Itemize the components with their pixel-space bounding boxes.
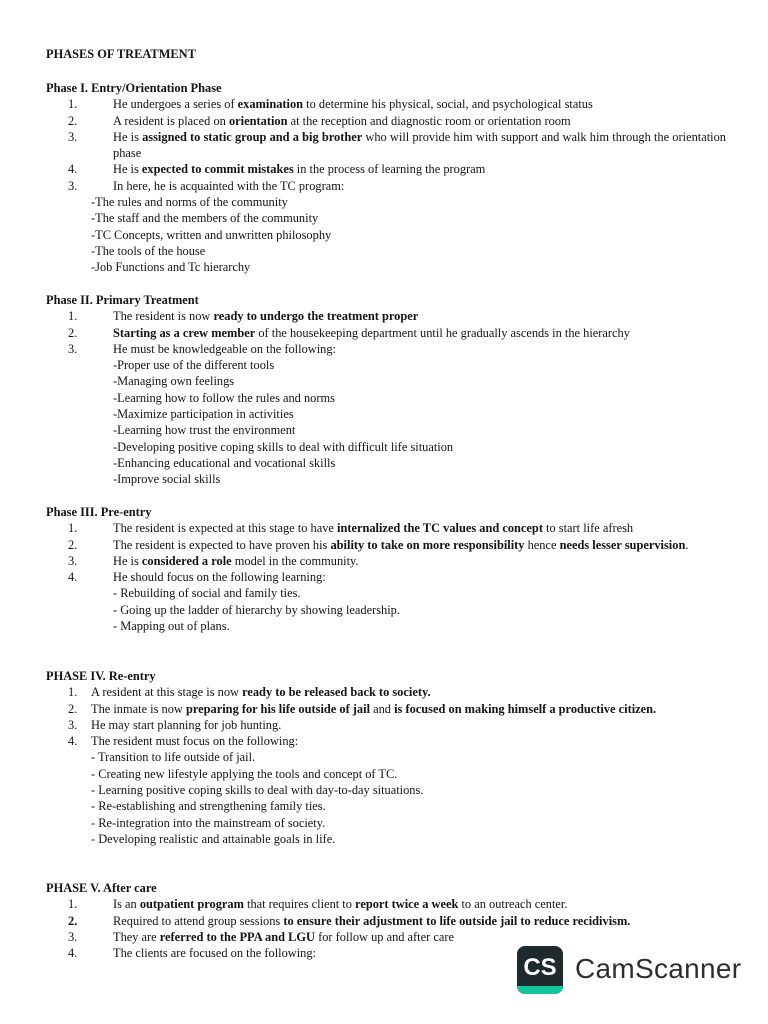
sub-item: -Maximize participation in activities — [113, 407, 294, 422]
list-item: 1. The resident is now ready to undergo the treatment proper — [68, 309, 419, 324]
sub-item: - Re-establishing and strengthening family ties. — [91, 799, 326, 814]
list-item: 1. He undergoes a series of examination to determine his physical, social, and psychological status — [68, 97, 593, 112]
document-title: PHASES OF TREATMENT — [46, 47, 196, 61]
sub-item: -The rules and norms of the community — [91, 195, 288, 210]
sub-item: -Learning how trust the environment — [113, 423, 296, 438]
sub-item: -Job Functions and Tc hierarchy — [91, 260, 251, 275]
list-item: 3. He is considered a role model in the community. — [68, 553, 359, 568]
sub-item: -The staff and the members of the community — [91, 211, 319, 226]
camscanner-watermark — [517, 946, 742, 994]
phase-3-section — [46, 504, 726, 634]
phase-3-heading: Phase III. Pre-entry — [46, 505, 152, 519]
phase-1-heading: Phase I. Entry/Orientation Phase — [46, 81, 222, 95]
sub-item: -Enhancing educational and vocational skills — [113, 455, 336, 470]
phase-1-section — [46, 80, 726, 276]
phase-4-heading: PHASE IV. Re-entry — [46, 669, 156, 683]
list-item: 4. The resident must focus on the following: — [68, 734, 299, 749]
phase-2-heading: Phase II. Primary Treatment — [46, 293, 199, 307]
list-item: 3. They are referred to the PPA and LGU for follow up and after care — [68, 929, 454, 944]
list-item: 4. He is expected to commit mistakes in the process of learning the program — [68, 162, 486, 177]
list-item: 2. A resident is placed on orientation at the reception and diagnostic room or orientation room — [68, 113, 571, 128]
camscanner-logo-icon — [517, 946, 563, 994]
sub-item: - Transition to life outside of jail. — [91, 750, 256, 765]
sub-item: -The tools of the house — [91, 243, 206, 258]
sub-item: -Improve social skills — [113, 472, 221, 487]
logo-badge-text: CS — [523, 954, 557, 981]
sub-item: -Proper use of the different tools — [113, 358, 275, 373]
sub-item: - Re-integration into the mainstream of society. — [91, 815, 326, 830]
sub-item: - Mapping out of plans. — [113, 619, 230, 634]
list-item: 2. The resident is expected to have proven his ability to take on more responsibility hence needs lesser supervision. — [68, 537, 689, 552]
sub-item: -Developing positive coping skills to deal with difficult life situation — [113, 439, 454, 454]
list-item: 3. He must be knowledgeable on the following: — [68, 341, 336, 356]
list-item: 4. He should focus on the following learning: — [68, 570, 326, 585]
sub-item: - Creating new lifestyle applying the tools and concept of TC. — [91, 766, 398, 781]
list-item: 2. Starting as a crew member of the housekeeping department until he gradually ascends in the hierarchy — [68, 325, 630, 340]
sub-item: -TC Concepts, written and unwritten philosophy — [91, 227, 332, 242]
list-item: 2. Required to attend group sessions to ensure their adjustment to life outside jail to reduce recidivism. — [68, 913, 631, 928]
logo-wordmark: CamScanner — [575, 953, 742, 984]
phase-4-section — [46, 668, 726, 847]
list-item: 4. The clients are focused on the following: — [68, 946, 317, 961]
list-item: 1. The resident is expected at this stage to have internalized the TC values and concept to start life afresh — [68, 521, 634, 536]
phase-2-section — [46, 292, 726, 488]
sub-item: - Going up the ladder of hierarchy by showing leadership. — [113, 602, 400, 617]
phase-5-heading: PHASE V. After care — [46, 881, 157, 895]
sub-item: -Learning how to follow the rules and norms — [113, 390, 335, 405]
list-item: 3. He is assigned to static group and a big brother who will provide him with support and walk him through the orientation phase — [68, 129, 726, 161]
sub-item: - Developing realistic and attainable goals in life. — [91, 831, 336, 846]
list-item: 2. The inmate is now preparing for his life outside of jail and is focused on making himself a productive citizen. — [68, 701, 657, 716]
list-item: 1. A resident at this stage is now ready to be released back to society. — [68, 685, 431, 700]
list-item: 1. Is an outpatient program that requires client to report twice a week to an outreach center. — [68, 897, 568, 912]
list-item: 3. In here, he is acquainted with the TC program: — [68, 178, 345, 193]
sub-item: - Rebuilding of social and family ties. — [113, 586, 301, 601]
sub-item: - Learning positive coping skills to deal with day-to-day situations. — [91, 783, 424, 798]
sub-item: -Managing own feelings — [113, 374, 235, 389]
list-item: 3. He may start planning for job hunting. — [68, 717, 282, 732]
